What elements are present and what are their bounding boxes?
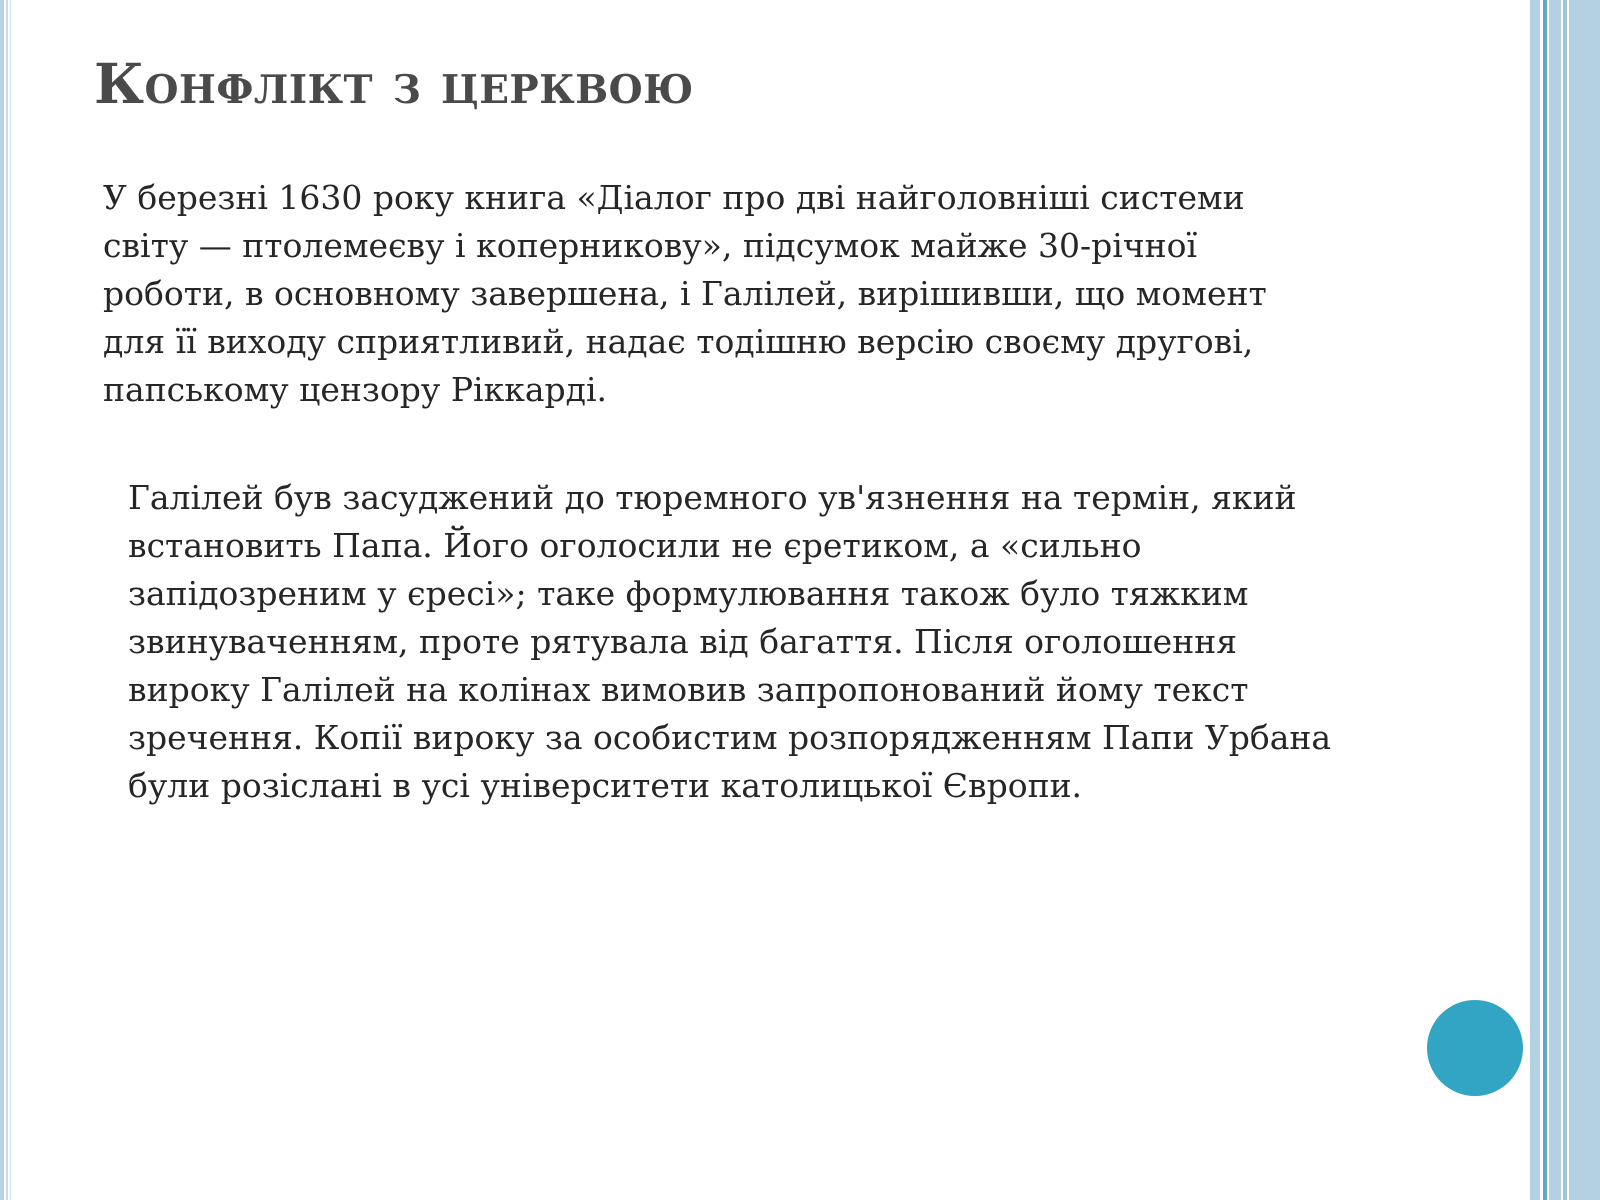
right-decorative-stripe — [1569, 0, 1600, 1200]
paragraph-line: У березні 1630 року книга «Діалог про дві найголовніші системи — [103, 178, 1245, 217]
right-decorative-stripe — [1549, 0, 1561, 1200]
paragraph-line: вироку Галілей на колінах вимовив запропонований йому текст — [128, 670, 1249, 709]
paragraph-first — [103, 174, 1443, 414]
paragraph-line: роботи, в основному завершена, і Галілей, вирішивши, що момент — [103, 274, 1267, 313]
paragraph-line: для її виходу сприятливий, надає тодішню версію своєму другові, — [103, 322, 1254, 361]
right-decorative-stripe — [1530, 0, 1540, 1200]
paragraph-line: світу — птолемеєву і коперникову», підсумок майже 30-річної — [103, 226, 1198, 265]
paragraph-line: встановить Папа. Його оголосили не єретиком, а «сильно — [128, 526, 1142, 565]
paragraph-line: були розіслані в усі університети католицької Європи. — [128, 766, 1083, 805]
right-decorative-stripe — [1543, 0, 1547, 1200]
left-border-line — [6, 0, 8, 1200]
left-border-line — [0, 0, 4, 1200]
paragraph-line: зречення. Копії вироку за особистим розпорядженням Папи Урбана — [128, 718, 1332, 757]
paragraph-line: папському цензору Ріккарді. — [103, 370, 607, 409]
paragraph-line: запідозреним у єресі»; таке формулювання також було тяжким — [128, 574, 1249, 613]
decorative-circle — [1427, 1000, 1523, 1096]
left-border-line — [10, 0, 11, 1200]
paragraph-second — [128, 474, 1468, 810]
right-decorative-stripe — [1563, 0, 1567, 1200]
slide-title: Конфлікт з церквою — [94, 51, 694, 116]
paragraph-line: звинуваченням, проте рятувала від багаття. Після оголошення — [128, 622, 1238, 661]
paragraph-line: Галілей був засуджений до тюремного ув'язнення на термін, який — [128, 478, 1297, 517]
